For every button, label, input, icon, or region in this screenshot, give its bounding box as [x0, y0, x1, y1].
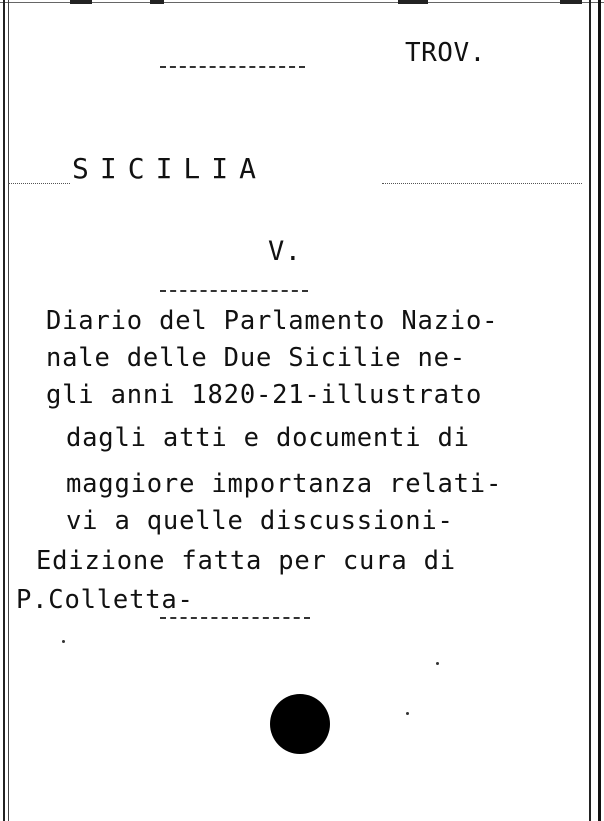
- ink-speck: [436, 662, 439, 665]
- heading-dotted-rule-right: [382, 183, 582, 184]
- top-edge-mark: [150, 0, 164, 4]
- right-border-rule-inner: [589, 0, 591, 821]
- description-line: P.Colletta-: [16, 585, 194, 615]
- description-line: vi a quelle discussioni-: [66, 506, 454, 536]
- description-line: maggiore importanza relati-: [66, 469, 503, 499]
- top-edge-mark: [560, 0, 582, 4]
- left-border-rule: [3, 0, 5, 821]
- top-edge-mark: [398, 0, 428, 4]
- closing-dash-rule: [160, 617, 310, 619]
- volume-number: V.: [268, 236, 302, 267]
- description-line: Edizione fatta per cura di: [36, 546, 456, 576]
- left-border-rule-inner: [8, 0, 9, 821]
- heading-sicilia: SICILIA: [72, 152, 268, 185]
- trov-label: TROV.: [405, 38, 486, 68]
- description-line: dagli atti e documenti di: [66, 423, 470, 453]
- description-line: nale delle Due Sicilie ne-: [46, 343, 466, 373]
- description-line: Diario del Parlamento Nazio-: [46, 306, 499, 336]
- ink-speck: [62, 640, 65, 643]
- top-edge-mark: [70, 0, 92, 4]
- heading-dotted-rule-left: [8, 183, 70, 184]
- right-border-rule: [598, 0, 601, 821]
- ink-speck: [406, 712, 409, 715]
- punch-hole: [270, 694, 330, 754]
- trov-dash-rule: [160, 66, 305, 68]
- description-line: gli anni 1820-21-illustrato: [46, 380, 483, 410]
- volume-dash-rule: [160, 290, 308, 292]
